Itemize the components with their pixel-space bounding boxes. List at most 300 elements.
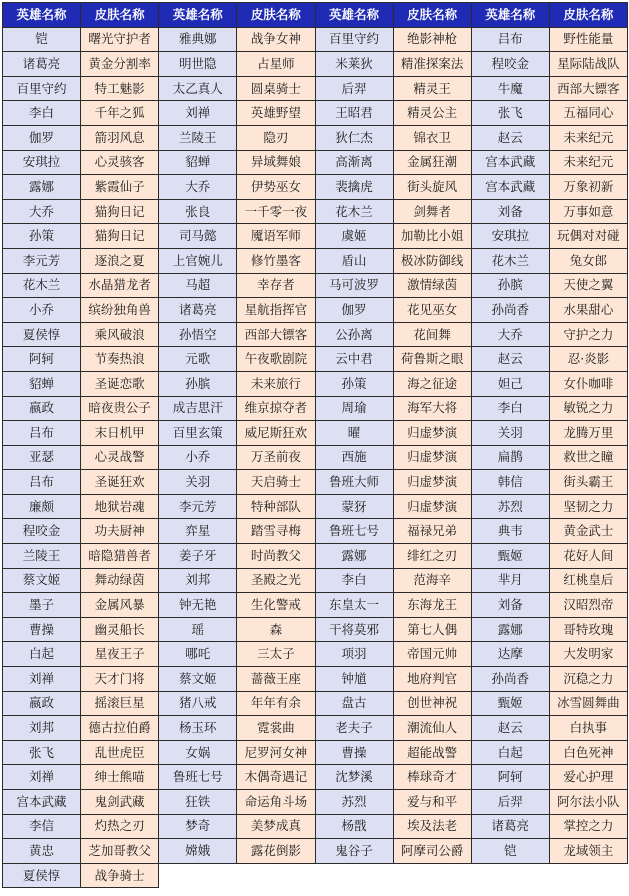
skin-name-cell: 白执事 <box>549 716 627 741</box>
empty-cell <box>393 863 471 888</box>
skin-name-cell: 箭羽风息 <box>81 125 159 150</box>
skin-name-cell: 摇滚巨星 <box>81 691 159 716</box>
hero-name-cell: 虞姬 <box>315 224 393 249</box>
hero-name-cell: 诸葛亮 <box>3 52 81 77</box>
hero-name-cell: 安琪拉 <box>471 224 549 249</box>
hero-name-cell: 鲁班大师 <box>315 470 393 495</box>
skin-name-cell: 猫狗日记 <box>81 224 159 249</box>
skin-name-cell: 修竹墨客 <box>237 248 315 273</box>
skin-name-cell: 归虚梦演 <box>393 470 471 495</box>
hero-name-cell: 老夫子 <box>315 716 393 741</box>
skin-name-cell: 加勒比小姐 <box>393 224 471 249</box>
skin-name-cell: 星际陆战队 <box>549 52 627 77</box>
skin-name-cell: 未来纪元 <box>549 150 627 175</box>
skin-name-cell: 美梦成真 <box>237 814 315 839</box>
hero-name-cell: 貂蝉 <box>3 371 81 396</box>
hero-name-cell: 伽罗 <box>3 125 81 150</box>
hero-name-cell: 张飞 <box>471 101 549 126</box>
hero-name-cell: 李白 <box>3 101 81 126</box>
skin-name-cell: 归虚梦演 <box>393 421 471 446</box>
hero-name-cell: 黄忠 <box>3 839 81 864</box>
hero-name-cell: 伽罗 <box>315 298 393 323</box>
hero-name-cell: 百里守约 <box>3 76 81 101</box>
skin-name-cell: 黄金分割率 <box>81 52 159 77</box>
hero-name-cell: 貂蝉 <box>159 150 237 175</box>
table-row <box>3 322 628 347</box>
skin-name-cell: 霓裳曲 <box>237 716 315 741</box>
skin-name-cell: 隐刃 <box>237 125 315 150</box>
table-row <box>3 125 628 150</box>
skin-name-cell: 英雄野望 <box>237 101 315 126</box>
skin-name-cell: 花间舞 <box>393 322 471 347</box>
hero-name-cell: 关羽 <box>471 421 549 446</box>
hero-name-cell: 赵云 <box>471 125 549 150</box>
column-header-hero-name: 英雄名称 <box>159 3 237 28</box>
skin-name-cell: 芝加哥教父 <box>81 839 159 864</box>
hero-name-cell: 刘备 <box>471 593 549 618</box>
skin-name-cell: 黄金武士 <box>549 519 627 544</box>
skin-name-cell: 超能战警 <box>393 740 471 765</box>
skin-name-cell: 救世之瞳 <box>549 445 627 470</box>
hero-name-cell: 小乔 <box>3 298 81 323</box>
skin-name-cell: 荷鲁斯之眼 <box>393 347 471 372</box>
skin-name-cell: 水晶猎龙者 <box>81 273 159 298</box>
hero-name-cell: 甄姬 <box>471 691 549 716</box>
table-row <box>3 839 628 864</box>
skin-name-cell: 掌控之力 <box>549 814 627 839</box>
hero-name-cell: 白起 <box>471 740 549 765</box>
table-row <box>3 101 628 126</box>
hero-name-cell: 芈月 <box>471 568 549 593</box>
hero-name-cell: 孙策 <box>315 371 393 396</box>
table-row <box>3 52 628 77</box>
skin-name-cell: 野性能量 <box>549 27 627 52</box>
hero-name-cell: 吕布 <box>471 27 549 52</box>
hero-name-cell: 鲁班七号 <box>315 519 393 544</box>
empty-cell <box>471 863 549 888</box>
hero-name-cell: 典韦 <box>471 519 549 544</box>
skin-name-cell: 爱与和平 <box>393 790 471 815</box>
hero-name-cell: 张飞 <box>3 740 81 765</box>
skin-name-cell: 尼罗河女神 <box>237 740 315 765</box>
table-row <box>3 494 628 519</box>
skin-name-cell: 万象初新 <box>549 175 627 200</box>
table-row <box>3 691 628 716</box>
hero-name-cell: 哪吒 <box>159 642 237 667</box>
column-header-hero-name: 英雄名称 <box>471 3 549 28</box>
hero-name-cell: 赵云 <box>471 347 549 372</box>
hero-name-cell: 项羽 <box>315 642 393 667</box>
skin-name-cell: 范海辛 <box>393 568 471 593</box>
hero-name-cell: 刘邦 <box>3 716 81 741</box>
skin-name-cell: 哥特玫瑰 <box>549 617 627 642</box>
skin-name-cell: 森 <box>237 617 315 642</box>
table-row <box>3 814 628 839</box>
column-header-hero-name: 英雄名称 <box>3 3 81 28</box>
empty-cell <box>315 863 393 888</box>
hero-name-cell: 刘备 <box>471 199 549 224</box>
hero-name-cell: 嬴政 <box>3 396 81 421</box>
skin-name-cell: 特种部队 <box>237 494 315 519</box>
hero-name-cell: 狂铁 <box>159 790 237 815</box>
skin-name-cell: 心灵战警 <box>81 445 159 470</box>
table-row <box>3 76 628 101</box>
hero-name-cell: 干将莫邪 <box>315 617 393 642</box>
skin-name-cell: 节奏热浪 <box>81 347 159 372</box>
hero-name-cell: 夏侯惇 <box>3 863 81 888</box>
skin-name-cell: 守护之力 <box>549 322 627 347</box>
hero-name-cell: 李白 <box>315 568 393 593</box>
skin-name-cell: 德古拉伯爵 <box>81 716 159 741</box>
hero-name-cell: 嫦娥 <box>159 839 237 864</box>
hero-name-cell: 小乔 <box>159 445 237 470</box>
skin-name-cell: 精准探案法 <box>393 52 471 77</box>
hero-name-cell: 曹操 <box>3 617 81 642</box>
skin-name-cell: 忍·炎影 <box>549 347 627 372</box>
hero-name-cell: 孙膑 <box>471 273 549 298</box>
hero-name-cell: 刘禅 <box>3 765 81 790</box>
hero-name-cell: 安琪拉 <box>3 150 81 175</box>
skin-name-cell: 幸存者 <box>237 273 315 298</box>
hero-name-cell: 女娲 <box>159 740 237 765</box>
hero-name-cell: 周瑜 <box>315 396 393 421</box>
skin-name-cell: 龙域领主 <box>549 839 627 864</box>
hero-name-cell: 鲁班七号 <box>159 765 237 790</box>
table-row <box>3 593 628 618</box>
hero-name-cell: 王昭君 <box>315 101 393 126</box>
hero-name-cell: 兰陵王 <box>159 125 237 150</box>
hero-name-cell: 大乔 <box>159 175 237 200</box>
hero-name-cell: 雅典娜 <box>159 27 237 52</box>
hero-name-cell: 杨玉环 <box>159 716 237 741</box>
skin-name-cell: 白色死神 <box>549 740 627 765</box>
skin-name-cell: 乘风破浪 <box>81 322 159 347</box>
table-row <box>3 273 628 298</box>
skin-name-cell: 威尼斯狂欢 <box>237 421 315 446</box>
hero-name-cell: 沈梦溪 <box>315 765 393 790</box>
skin-name-cell: 阿尔法小队 <box>549 790 627 815</box>
skin-name-cell: 维京掠夺者 <box>237 396 315 421</box>
hero-name-cell: 花木兰 <box>471 248 549 273</box>
table-row <box>3 27 628 52</box>
skin-name-cell: 沉稳之力 <box>549 667 627 692</box>
hero-name-cell: 阿轲 <box>471 765 549 790</box>
hero-name-cell: 程咬金 <box>471 52 549 77</box>
skin-name-cell: 年年有余 <box>237 691 315 716</box>
hero-name-cell: 百里守约 <box>315 27 393 52</box>
hero-name-cell: 苏烈 <box>315 790 393 815</box>
skin-name-cell: 万圣前夜 <box>237 445 315 470</box>
table-row <box>3 519 628 544</box>
hero-name-cell: 钟无艳 <box>159 593 237 618</box>
skin-name-cell: 兔女郎 <box>549 248 627 273</box>
skin-name-cell: 紫霞仙子 <box>81 175 159 200</box>
skin-name-cell: 福禄兄弟 <box>393 519 471 544</box>
skin-name-cell: 归虚梦演 <box>393 445 471 470</box>
skin-name-cell: 坚韧之力 <box>549 494 627 519</box>
skin-name-cell: 阿摩司公爵 <box>393 839 471 864</box>
hero-name-cell: 牛魔 <box>471 76 549 101</box>
skin-list-container <box>2 2 627 888</box>
hero-name-cell: 宫本武藏 <box>471 175 549 200</box>
hero-name-cell: 关羽 <box>159 470 237 495</box>
hero-name-cell: 钟馗 <box>315 667 393 692</box>
skin-name-cell: 木偶奇遇记 <box>237 765 315 790</box>
table-row <box>3 470 628 495</box>
hero-name-cell: 花木兰 <box>3 273 81 298</box>
hero-name-cell: 东皇太一 <box>315 593 393 618</box>
skin-name-cell: 帝国元帅 <box>393 642 471 667</box>
hero-name-cell: 大乔 <box>3 199 81 224</box>
hero-name-cell: 明世隐 <box>159 52 237 77</box>
hero-name-cell: 诸葛亮 <box>471 814 549 839</box>
skin-name-cell: 埃及法老 <box>393 814 471 839</box>
skin-name-cell: 绅士熊喵 <box>81 765 159 790</box>
hero-name-cell: 吕布 <box>3 470 81 495</box>
hero-name-cell: 孙尚香 <box>471 298 549 323</box>
table-row <box>3 248 628 273</box>
skin-name-cell: 西部大镖客 <box>549 76 627 101</box>
skin-name-cell: 金属狂潮 <box>393 150 471 175</box>
skin-name-cell: 激情绿茵 <box>393 273 471 298</box>
table-row <box>3 347 628 372</box>
header-row <box>3 3 628 28</box>
table-row <box>3 396 628 421</box>
skin-name-cell: 绝影神枪 <box>393 27 471 52</box>
table-row <box>3 544 628 569</box>
skin-name-cell: 暗夜贵公子 <box>81 396 159 421</box>
skin-name-cell: 命运角斗场 <box>237 790 315 815</box>
empty-cell <box>549 863 627 888</box>
hero-name-cell: 元歌 <box>159 347 237 372</box>
skin-name-cell: 圆桌骑士 <box>237 76 315 101</box>
hero-name-cell: 宫本武藏 <box>471 150 549 175</box>
table-row <box>3 716 628 741</box>
skin-name-cell: 星夜王子 <box>81 642 159 667</box>
column-header-skin-name: 皮肤名称 <box>81 3 159 28</box>
hero-name-cell: 姜子牙 <box>159 544 237 569</box>
skin-name-cell: 圣殿之光 <box>237 568 315 593</box>
hero-name-cell: 白起 <box>3 642 81 667</box>
skin-name-cell: 剑舞者 <box>393 199 471 224</box>
skin-name-cell: 未来旅行 <box>237 371 315 396</box>
hero-name-cell: 韩信 <box>471 470 549 495</box>
column-header-hero-name: 英雄名称 <box>315 3 393 28</box>
table-row <box>3 224 628 249</box>
skin-name-cell: 地府判官 <box>393 667 471 692</box>
skin-name-cell: 舞动绿茵 <box>81 568 159 593</box>
skin-name-cell: 龙腾万里 <box>549 421 627 446</box>
skin-name-cell: 女仆咖啡 <box>549 371 627 396</box>
skin-name-cell: 功夫厨神 <box>81 519 159 544</box>
hero-name-cell: 裴擒虎 <box>315 175 393 200</box>
hero-name-cell: 甄姬 <box>471 544 549 569</box>
skin-name-cell: 蔷薇王座 <box>237 667 315 692</box>
hero-name-cell: 公孙离 <box>315 322 393 347</box>
hero-name-cell: 米莱狄 <box>315 52 393 77</box>
table-row <box>3 765 628 790</box>
hero-name-cell: 后羿 <box>471 790 549 815</box>
skin-name-cell: 鬼剑武藏 <box>81 790 159 815</box>
skin-name-cell: 圣诞狂欢 <box>81 470 159 495</box>
table-row <box>3 150 628 175</box>
table-row <box>3 199 628 224</box>
skin-name-cell: 金属风暴 <box>81 593 159 618</box>
skin-name-cell: 时尚教父 <box>237 544 315 569</box>
skin-name-cell: 千年之狐 <box>81 101 159 126</box>
table-row <box>3 568 628 593</box>
hero-name-cell: 李白 <box>471 396 549 421</box>
skin-name-cell: 潮流仙人 <box>393 716 471 741</box>
hero-name-cell: 阿轲 <box>3 347 81 372</box>
hero-name-cell: 蔡文姬 <box>3 568 81 593</box>
hero-name-cell: 妲己 <box>471 371 549 396</box>
skin-name-cell: 生化警戒 <box>237 593 315 618</box>
hero-name-cell: 猪八戒 <box>159 691 237 716</box>
skin-name-cell: 猫狗日记 <box>81 199 159 224</box>
skin-name-cell: 曙光守护者 <box>81 27 159 52</box>
hero-name-cell: 赵云 <box>471 716 549 741</box>
skin-name-cell: 大发明家 <box>549 642 627 667</box>
skin-name-cell: 万事如意 <box>549 199 627 224</box>
table-row <box>3 175 628 200</box>
skin-name-cell: 东海龙王 <box>393 593 471 618</box>
table-row <box>3 863 628 888</box>
hero-name-cell: 孙策 <box>3 224 81 249</box>
column-header-skin-name: 皮肤名称 <box>549 3 627 28</box>
skin-name-cell: 爱心护理 <box>549 765 627 790</box>
skin-name-cell: 海军大将 <box>393 396 471 421</box>
table-row <box>3 790 628 815</box>
table-body <box>3 27 628 888</box>
skin-name-cell: 天才门将 <box>81 667 159 692</box>
skin-name-cell: 绯红之刃 <box>393 544 471 569</box>
hero-name-cell: 蔡文姬 <box>159 667 237 692</box>
hero-name-cell: 盘古 <box>315 691 393 716</box>
skin-name-cell: 未来纪元 <box>549 125 627 150</box>
hero-name-cell: 墨子 <box>3 593 81 618</box>
table-row <box>3 740 628 765</box>
skin-name-cell: 午夜歌剧院 <box>237 347 315 372</box>
skin-name-cell: 占星师 <box>237 52 315 77</box>
skin-name-cell: 街头旋风 <box>393 175 471 200</box>
hero-name-cell: 露娜 <box>315 544 393 569</box>
skin-name-cell: 乱世虎臣 <box>81 740 159 765</box>
table-row <box>3 667 628 692</box>
skin-name-cell: 踏雪寻梅 <box>237 519 315 544</box>
skin-name-cell: 幽灵船长 <box>81 617 159 642</box>
skin-name-cell: 天使之翼 <box>549 273 627 298</box>
hero-name-cell: 铠 <box>471 839 549 864</box>
hero-name-cell: 诸葛亮 <box>159 298 237 323</box>
skin-table <box>2 2 628 888</box>
skin-name-cell: 三太子 <box>237 642 315 667</box>
skin-name-cell: 水果甜心 <box>549 298 627 323</box>
hero-name-cell: 宫本武藏 <box>3 790 81 815</box>
hero-name-cell: 弈星 <box>159 519 237 544</box>
skin-name-cell: 圣诞恋歌 <box>81 371 159 396</box>
skin-name-cell: 归虚梦演 <box>393 494 471 519</box>
hero-name-cell: 后羿 <box>315 76 393 101</box>
table-row <box>3 298 628 323</box>
empty-cell <box>237 863 315 888</box>
skin-name-cell: 露花倒影 <box>237 839 315 864</box>
skin-name-cell: 花见巫女 <box>393 298 471 323</box>
skin-name-cell: 极冰防御线 <box>393 248 471 273</box>
column-header-skin-name: 皮肤名称 <box>237 3 315 28</box>
hero-name-cell: 太乙真人 <box>159 76 237 101</box>
table-row <box>3 421 628 446</box>
hero-name-cell: 马超 <box>159 273 237 298</box>
skin-name-cell: 五福同心 <box>549 101 627 126</box>
hero-name-cell: 亚瑟 <box>3 445 81 470</box>
hero-name-cell: 达摩 <box>471 642 549 667</box>
skin-name-cell: 天启骑士 <box>237 470 315 495</box>
hero-name-cell: 刘邦 <box>159 568 237 593</box>
hero-name-cell: 花木兰 <box>315 199 393 224</box>
hero-name-cell: 吕布 <box>3 421 81 446</box>
hero-name-cell: 司马懿 <box>159 224 237 249</box>
empty-cell <box>159 863 237 888</box>
skin-name-cell: 花好人间 <box>549 544 627 569</box>
hero-name-cell: 梦奇 <box>159 814 237 839</box>
skin-name-cell: 玩偶对对碰 <box>549 224 627 249</box>
hero-name-cell: 扁鹊 <box>471 445 549 470</box>
skin-name-cell: 特工魅影 <box>81 76 159 101</box>
skin-name-cell: 心灵骇客 <box>81 150 159 175</box>
hero-name-cell: 狄仁杰 <box>315 125 393 150</box>
column-header-skin-name: 皮肤名称 <box>393 3 471 28</box>
skin-name-cell: 汉昭烈帝 <box>549 593 627 618</box>
hero-name-cell: 李信 <box>3 814 81 839</box>
hero-name-cell: 鬼谷子 <box>315 839 393 864</box>
hero-name-cell: 兰陵王 <box>3 544 81 569</box>
skin-name-cell: 创世神祝 <box>393 691 471 716</box>
skin-name-cell: 棒球奇才 <box>393 765 471 790</box>
skin-name-cell: 第七人偶 <box>393 617 471 642</box>
hero-name-cell: 瑶 <box>159 617 237 642</box>
hero-name-cell: 蒙犽 <box>315 494 393 519</box>
hero-name-cell: 曜 <box>315 421 393 446</box>
skin-name-cell: 精灵王 <box>393 76 471 101</box>
skin-name-cell: 灼热之刃 <box>81 814 159 839</box>
skin-name-cell: 战争女神 <box>237 27 315 52</box>
skin-name-cell: 海之征途 <box>393 371 471 396</box>
table-row <box>3 371 628 396</box>
hero-name-cell: 露娜 <box>471 617 549 642</box>
hero-name-cell: 盾山 <box>315 248 393 273</box>
skin-name-cell: 精灵公主 <box>393 101 471 126</box>
hero-name-cell: 成吉思汗 <box>159 396 237 421</box>
hero-name-cell: 李元芳 <box>3 248 81 273</box>
skin-name-cell: 街头霸王 <box>549 470 627 495</box>
hero-name-cell: 程咬金 <box>3 519 81 544</box>
hero-name-cell: 夏侯惇 <box>3 322 81 347</box>
table-row <box>3 445 628 470</box>
skin-name-cell: 暗隐猎兽者 <box>81 544 159 569</box>
hero-name-cell: 廉颇 <box>3 494 81 519</box>
hero-name-cell: 嬴政 <box>3 691 81 716</box>
hero-name-cell: 张良 <box>159 199 237 224</box>
skin-name-cell: 缤纷独角兽 <box>81 298 159 323</box>
hero-name-cell: 马可波罗 <box>315 273 393 298</box>
skin-name-cell: 末日机甲 <box>81 421 159 446</box>
skin-name-cell: 敏锐之力 <box>549 396 627 421</box>
skin-name-cell: 异域舞娘 <box>237 150 315 175</box>
skin-name-cell: 逐浪之夏 <box>81 248 159 273</box>
table-row <box>3 617 628 642</box>
hero-name-cell: 孙悟空 <box>159 322 237 347</box>
